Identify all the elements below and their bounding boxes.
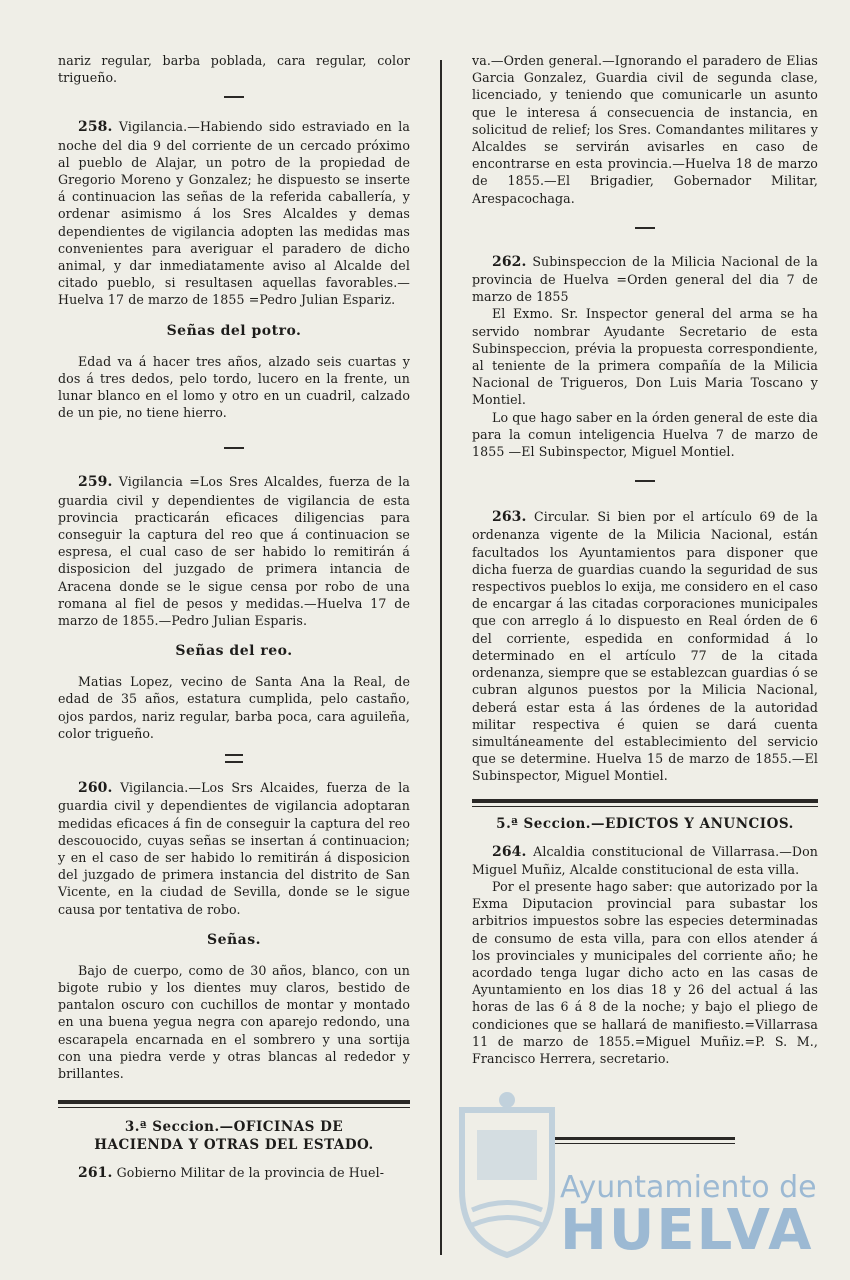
continued-article-text: va.—Orden general.—Ignorando el paradero de Elias Garcia Gonzalez, Guardia civil de segunda clase, licenciado, y teniendo que comunicarle un asunto que le interesa á consecuencia de instancia, en solicitud de relief; los Sres. Comandantes militares y Alcaldes se servirán avisarles en caso de encontrarse en esta provincia.—Huelva 18 de marzo de 1855.—El Brigadier, Gobernador Militar, Arespacochaga. [472, 53, 818, 206]
watermark-line-2: HUELVA [560, 1198, 814, 1263]
article-258 [58, 118, 410, 308]
separator-dash [224, 447, 244, 449]
heading-senas-reo: Señas del reo. [175, 643, 293, 660]
article-260 [58, 779, 410, 918]
section-3-title: 3.ª Seccion.—OFICINAS DE HACIENDA Y OTRAS DEL ESTADO. [94, 1119, 374, 1154]
article-text: Vigilancia.—Los Srs Alcaides, fuerza de la guardia civil y dependientes de vigilancia adoptaran medidas eficaces á fin de conseguir la captura del reo descouocido, cuyas señas se insertan á continuacion; y en el caso de ser habido lo remitirán á disposicion del juzgado de primera instancia del distrito de San Vicente, en la ciudad de Sevilla, donde se le sigue causa por tentativa de robo. [58, 780, 410, 917]
article-262 [472, 253, 818, 460]
closing-rule [555, 1137, 735, 1144]
article-263 [472, 508, 818, 784]
article-text: Subinspeccion de la Milicia Nacional de la provincia de Huelva =Orden general del dia 7 de marzo de 1855 [472, 253, 818, 305]
article-text: Alcaldia constitucional de Villarrasa.—Don Miguel Muñiz, Alcalde constitucional de esta villa. [472, 843, 818, 877]
article-number: 262. [492, 253, 527, 270]
article-paragraph: El Exmo. Sr. Inspector general del arma se ha servido nombrar Ayudante Secretario de esta Subinspeccion, prévia la propuesta correspondiente, al teniente de la primera compañía de la Milicia Nacional de Trigueros, Don Luis Maria Toscano y Montiel. [472, 306, 818, 408]
article-text: Circular. Si bien por el artículo 69 de la ordenanza vigente de la Milicia Nacional, están facultados los Ayuntamientos para disponer que dicha fuerza de guardias cuando la seguridad de sus respectivos pueblos lo exija, me considero en el caso de encargar á las citadas corporaciones municipales que con arreglo á lo dispuesto en Real órden de 6 del corriente, espedida en conformidad á lo determinado en el artículo 77 de la citada ordenanza, siempre que se establezcan guardias ó se cubran algunos puestos por la Milicia Nacional, deberá estar esta á las órdenes de la autoridad militar respectiva é quien se dará cuenta simultáneamente del establecimiento del servicio que se determine. Huelva 15 de marzo de 1855.—El Subinspector, Miguel Montiel. [472, 509, 818, 784]
watermark-line-1: Ayuntamiento de [560, 1170, 817, 1205]
article-number: 264. [492, 843, 527, 860]
article-paragraph: Lo que hago saber en la órden general de este dia para la comun inteligencia Huelva 7 de marzo de 1855 —El Subinspector, Miguel Montiel. [472, 409, 818, 460]
column-divider [440, 60, 442, 1255]
article-259 [58, 473, 410, 629]
intro-text: nariz regular, barba poblada, cara regular, color trigueño. [58, 53, 410, 86]
left-column [58, 52, 410, 1182]
right-column [472, 52, 818, 1144]
separator-dash [635, 227, 655, 229]
section-5-title: 5.ª Seccion.—EDICTOS Y ANUNCIOS. [496, 815, 794, 832]
reo-description: Matias Lopez, vecino de Santa Ana la Real, de edad de 35 años, estatura cumplida, pelo castaño, ojos pardos, nariz regular, barba poca, cara aguileña, color trigueño. [58, 674, 410, 741]
separator-dash [635, 480, 655, 482]
separator-double-dash [225, 754, 243, 763]
senas-description: Bajo de cuerpo, como de 30 años, blanco, con un bigote rubio y los dientes muy claros, bestido de pantalon oscuro con cuchillos de montar y montado en una buena yegua negra con aparejo redondo, una escarapela encarnada en el sombrero y una sortija con una piedra verde y otras blancas al rededor y brillantes. [58, 962, 410, 1081]
heading-senas-potro: Señas del potro. [166, 322, 302, 339]
article-number: 258. [78, 119, 113, 136]
article-number: 263. [492, 509, 527, 526]
article-number: 260. [78, 780, 113, 797]
article-text: Gobierno Militar de la provincia de Huel- [116, 1165, 385, 1181]
article-number: 259. [78, 474, 113, 491]
article-number: 261. [78, 1165, 113, 1182]
separator-dash [224, 96, 244, 98]
article-paragraph: Por el presente hago saber: que autorizado por la Exma Diputacion provincial para subastar los arbitrios impuestos sobre las especies determinadas de consumo de esta villa, para con ellos atender á los provinciales y municipales del corriente año; he acordado tenga lugar dicho acto en las casas de Ayuntamiento en los dias 18 y 26 del actual á las horas de las 6 á 8 de la noche; y bajo el pliego de condiciones que se hallará de manifiesto.=Villarrasa 11 de marzo de 1855.=Miguel Muñiz.=P. S. M., Francisco Herrera, secretario. [472, 878, 818, 1066]
coat-of-arms-watermark [452, 1090, 562, 1260]
section-rule [58, 1100, 410, 1108]
article-text: Vigilancia =Los Sres Alcaldes, fuerza de la guardia civil y dependientes de vigilancia de esta provincia practicarán eficaces diligencias para conseguir la captura del reo que á continuacion se espresa, el cual caso de ser habido lo remitirán á disposicion del juzgado de primera intancia de Aracena donde se le sigue censa por robo de una romana al fiel de pesos y medidas.—Huelva 17 de marzo de 1855.—Pedro Julian Esparis. [58, 474, 411, 629]
article-264 [472, 843, 818, 1068]
section-rule [472, 799, 818, 807]
potro-description: Edad va á hacer tres años, alzado seis cuartas y dos á tres dedos, pelo tordo, lucero en la frente, un lunar blanco en el lomo y otro en un cuadril, calzado de un pie, no tiene hierro. [58, 353, 410, 421]
heading-senas: Señas. [206, 931, 262, 948]
article-text: Vigilancia.—Habiendo sido estraviado en la noche del dia 9 del corriente de un cercado próximo al pueblo de Alajar, un potro de la propiedad de Gregorio Moreno y Gonzalez; he dispuesto se inserte á continuacion las señas de la referida caballería, y ordenar asimismo á los Sres Alcaldes y demas dependientes de vigilancia adopten las medidas mas convenientes para averiguar el paradero de dicho animal, y dar inmediatamente aviso al Alcalde del citado pueblo, si resultasen aquellas favorables.—Huelva 17 de marzo de 1855 =Pedro Julian Espariz. [58, 119, 411, 308]
